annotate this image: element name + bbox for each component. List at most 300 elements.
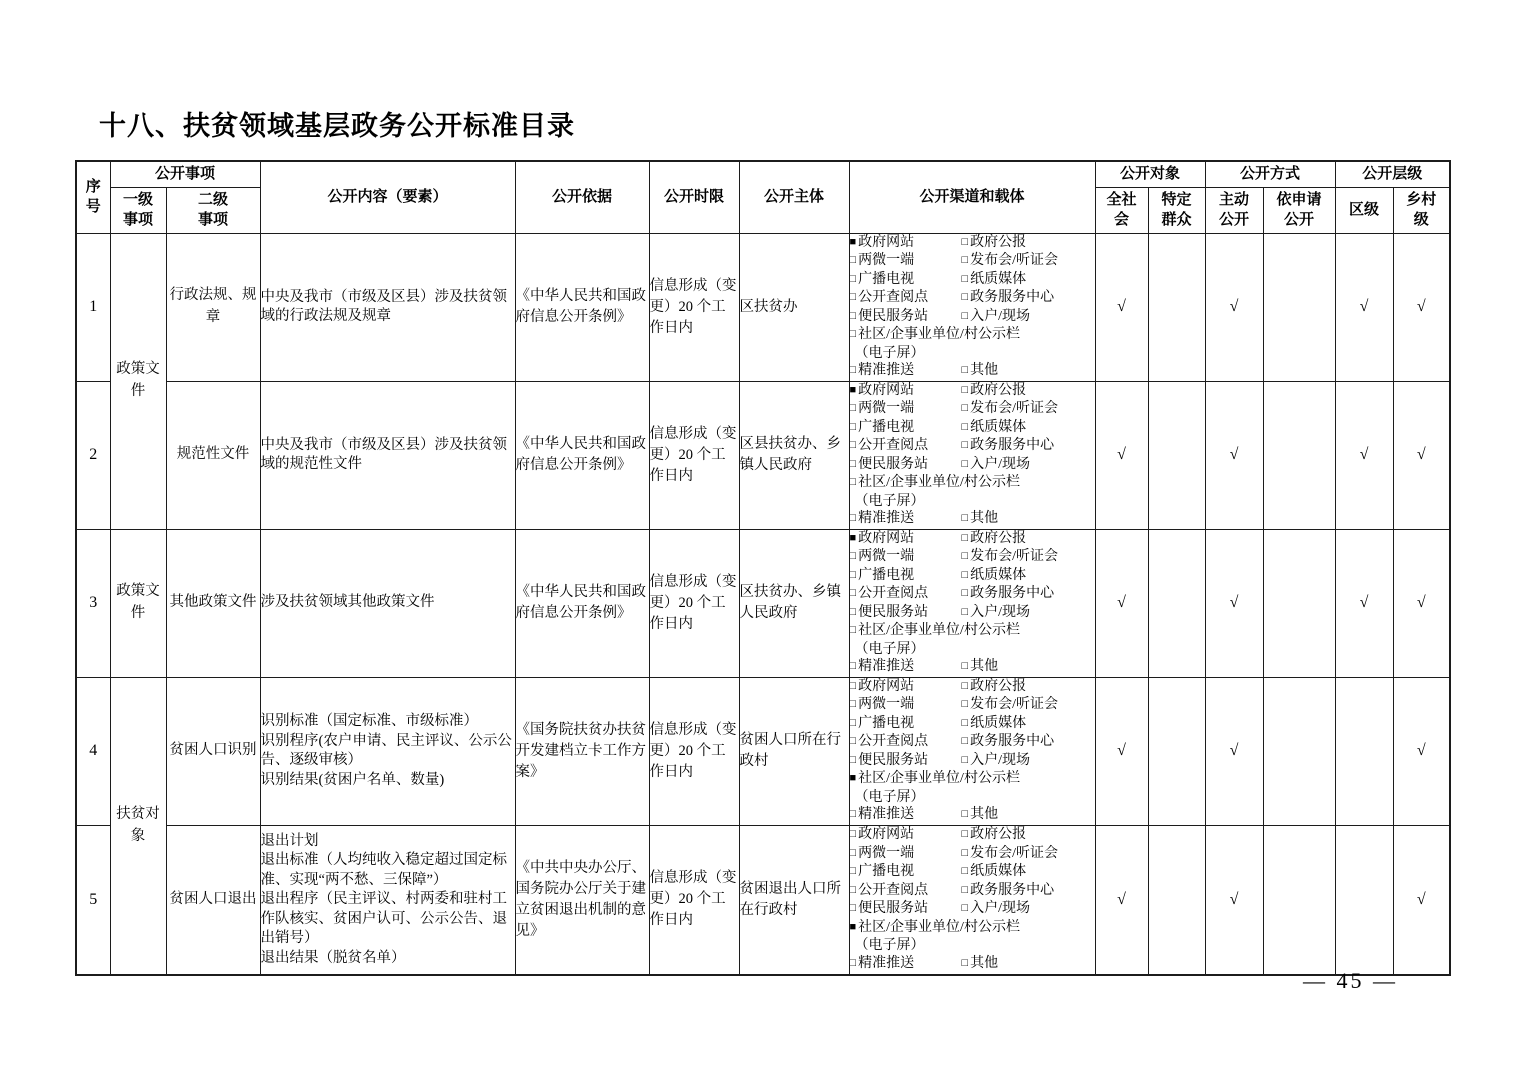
content-line: 识别标准（国定标准、市级标准） (260, 713, 479, 729)
channel-item (850, 604, 962, 623)
mark-active-disclosure-cell: √ (1205, 825, 1263, 975)
channel-line (850, 419, 1095, 438)
channel-item (850, 585, 962, 604)
channel-line (850, 622, 1095, 641)
checkbox-unchecked-icon: □ (849, 660, 857, 672)
channel-label: 社区/企事业单位/村公示栏 (858, 919, 1020, 935)
channel-label: 公开查阅点 (858, 882, 929, 898)
seq-cell: 4 (76, 677, 110, 825)
mark-by-request-cell (1263, 529, 1335, 677)
channel-label: （电子屏） (854, 938, 925, 954)
checkbox-unchecked-icon: □ (849, 902, 857, 915)
header-method-active (1205, 187, 1263, 233)
mark-specific-group-cell (1148, 529, 1205, 677)
header-level-village (1393, 187, 1450, 233)
channel-item (850, 456, 962, 475)
header-audience-specific-label: 特定群众 (1161, 191, 1192, 228)
channel-item (962, 362, 999, 381)
header-level1-label: 一级事项 (122, 191, 153, 228)
checkbox-unchecked-icon: □ (961, 698, 969, 710)
header-method-group: 公开方式 (1205, 161, 1335, 187)
checkbox-unchecked-icon: □ (961, 309, 969, 322)
checkbox-checked-icon: ■ (849, 531, 857, 544)
checkbox-unchecked-icon: □ (849, 883, 857, 896)
checkbox-unchecked-icon: □ (961, 956, 969, 969)
channel-item (962, 696, 1059, 715)
level1-item-cell: 扶贫对象 (110, 677, 166, 975)
channel-item (850, 863, 962, 882)
channel-item (962, 456, 1031, 475)
channel-label: 政务服务中心 (970, 438, 1055, 453)
checkbox-unchecked-icon: □ (961, 828, 969, 841)
basis-cell: 《国务院扶贫办扶贫开发建档立卡工作方案》 (515, 677, 649, 825)
checkbox-checked-icon: ■ (849, 383, 857, 396)
checkbox-unchecked-icon: □ (961, 865, 969, 878)
header-method-request-label: 依申请公开 (1276, 191, 1322, 228)
channel-label: 社区/企事业单位/村公示栏 (858, 623, 1020, 638)
checkbox-unchecked-icon: □ (849, 679, 857, 692)
channel-item (962, 400, 1059, 419)
channel-item (850, 474, 1020, 493)
level1-item-cell: 政策文件 (110, 233, 166, 529)
channel-label: 政府网站 (858, 234, 915, 250)
channel-label: 其他 (970, 955, 999, 971)
channel-line (850, 345, 1095, 363)
mark-district-level-cell: √ (1335, 381, 1393, 529)
channel-label: 公开查阅点 (858, 734, 929, 749)
time-limit-cell: 信息形成（变更）20 个工作日内 (649, 677, 739, 825)
table-row (76, 233, 1450, 381)
content-line: 退出标准（人均纯收入稳定超过国定标准、实现“两不愁、三保障”） (260, 852, 508, 888)
time-limit-cell: 信息形成（变更）20 个工作日内 (649, 233, 739, 381)
channel-item (850, 530, 962, 549)
channel-label: 发布会/听证会 (970, 549, 1059, 564)
channel-item (850, 715, 962, 734)
content-line: 识别结果(贫困户名单、数量) (260, 771, 445, 788)
channel-line (850, 806, 1095, 825)
mark-all-society-cell: √ (1095, 677, 1148, 825)
basis-cell: 《中华人民共和国政府信息公开条例》 (515, 529, 649, 677)
channel-label: 两微一端 (858, 697, 915, 712)
channel-item (962, 252, 1059, 271)
checkbox-unchecked-icon: □ (961, 235, 969, 248)
table-row (76, 381, 1450, 529)
channel-label: 入户/现场 (970, 752, 1031, 768)
checkbox-unchecked-icon: □ (961, 291, 969, 303)
header-seq-label: 序号 (85, 178, 101, 216)
mark-specific-group-cell (1148, 677, 1205, 825)
channel-line (850, 845, 1095, 864)
channel-line (850, 585, 1095, 604)
content-line: 识别程序(农户申请、民主评议、公示公告、逐级审核） (260, 732, 512, 768)
channel-item (962, 733, 1055, 752)
channel-line (850, 826, 1095, 845)
content-line: 退出计划 (260, 832, 319, 849)
channel-line (850, 770, 1095, 789)
level2-item-cell: 贫困人口识别 (166, 677, 260, 825)
channel-item (850, 362, 962, 381)
channel-line (850, 715, 1095, 734)
checkbox-unchecked-icon: □ (849, 716, 857, 729)
checkbox-unchecked-icon: □ (849, 735, 857, 747)
checkbox-unchecked-icon: □ (961, 716, 969, 729)
channel-line (850, 400, 1095, 419)
channel-label: 政府网站 (858, 530, 915, 546)
channel-item (850, 678, 962, 697)
checkbox-unchecked-icon: □ (849, 512, 857, 524)
channel-label: （电子屏） (854, 641, 925, 657)
channel-label: 政府网站 (858, 382, 915, 398)
mark-by-request-cell (1263, 233, 1335, 381)
checkbox-unchecked-icon: □ (961, 439, 969, 451)
checkbox-unchecked-icon: □ (961, 402, 969, 414)
channel-label: 广播电视 (858, 271, 915, 287)
checkbox-unchecked-icon: □ (849, 605, 857, 618)
channel-item (962, 437, 1055, 456)
channel-label: 两微一端 (858, 401, 915, 416)
channel-item (850, 419, 962, 438)
channel-label: （电子屏） (854, 345, 925, 361)
checkbox-unchecked-icon: □ (849, 587, 857, 599)
channel-line (850, 863, 1095, 882)
channel-label: 政府公报 (970, 382, 1027, 398)
channels-cell (849, 825, 1095, 975)
header-level1 (110, 187, 166, 233)
checkbox-unchecked-icon: □ (961, 512, 969, 524)
channel-item (850, 789, 925, 807)
channel-line (850, 900, 1095, 919)
subject-cell: 区县扶贫办、乡镇人民政府 (739, 381, 849, 529)
checkbox-unchecked-icon: □ (849, 753, 857, 766)
channel-item (850, 510, 962, 529)
seq-cell: 2 (76, 381, 110, 529)
channel-item (962, 658, 999, 677)
checkbox-unchecked-icon: □ (961, 587, 969, 599)
channel-line (850, 548, 1095, 567)
channel-label: 政务服务中心 (970, 882, 1055, 898)
channel-item (850, 806, 962, 825)
channel-label: 两微一端 (858, 549, 915, 564)
channel-label: 政府网站 (858, 827, 915, 843)
mark-district-level-cell: √ (1335, 529, 1393, 677)
content-line: 退出程序（民主评议、村两委和驻村工作队核实、贫困户认可、公示公告、退出销号） (260, 891, 508, 946)
header-level2-label: 二级事项 (197, 191, 228, 228)
channel-label: 广播电视 (858, 864, 915, 880)
channel-item (962, 845, 1059, 864)
channel-label: 纸质媒体 (970, 419, 1027, 435)
channel-label: 公开查阅点 (858, 586, 929, 601)
channel-item (850, 622, 1020, 641)
checkbox-unchecked-icon: □ (961, 605, 969, 618)
channel-item (962, 806, 999, 825)
mark-specific-group-cell (1148, 233, 1205, 381)
channel-label: 政务服务中心 (970, 290, 1055, 305)
checkbox-unchecked-icon: □ (849, 828, 857, 841)
mark-by-request-cell (1263, 825, 1335, 975)
channel-line (850, 382, 1095, 401)
level2-item-cell: 行政法规、规章 (166, 233, 260, 381)
channel-item (962, 678, 1027, 697)
seq-cell: 5 (76, 825, 110, 975)
checkbox-unchecked-icon: □ (961, 254, 969, 266)
channel-item (850, 641, 925, 659)
mark-village-level-cell: √ (1393, 381, 1450, 529)
checkbox-checked-icon: ■ (849, 772, 857, 784)
channel-label: 入户/现场 (970, 308, 1031, 324)
subject-cell: 贫困人口所在行政村 (739, 677, 849, 825)
checkbox-unchecked-icon: □ (961, 550, 969, 562)
channel-item (962, 826, 1027, 845)
channel-item (850, 826, 962, 845)
header-subject: 公开主体 (739, 161, 849, 233)
checkbox-unchecked-icon: □ (961, 457, 969, 470)
channel-item (850, 345, 925, 363)
channel-line (850, 937, 1095, 955)
channel-line (850, 733, 1095, 752)
channel-line (850, 919, 1095, 938)
disclosure-standards-table (75, 160, 1451, 976)
mark-district-level-cell (1335, 825, 1393, 975)
channel-item (850, 308, 962, 327)
channel-item (850, 919, 1020, 938)
checkbox-unchecked-icon: □ (961, 883, 969, 896)
mark-district-level-cell (1335, 677, 1393, 825)
channels-cell (849, 233, 1095, 381)
header-level-village-label: 乡村级 (1406, 191, 1437, 228)
channel-line (850, 493, 1095, 511)
channel-label: 社区/企事业单位/村公示栏 (858, 327, 1020, 342)
checkbox-unchecked-icon: □ (961, 383, 969, 396)
channel-line (850, 604, 1095, 623)
checkbox-unchecked-icon: □ (961, 679, 969, 692)
checkbox-unchecked-icon: □ (961, 735, 969, 747)
header-seq (76, 161, 110, 233)
header-matter-group: 公开事项 (110, 161, 260, 187)
mark-all-society-cell: √ (1095, 825, 1148, 975)
channel-label: 广播电视 (858, 715, 915, 731)
checkbox-unchecked-icon: □ (849, 272, 857, 285)
channel-item (850, 658, 962, 677)
channel-label: 发布会/听证会 (970, 697, 1059, 712)
channel-label: 政府网站 (858, 678, 915, 694)
channel-label: 便民服务站 (858, 604, 929, 620)
channel-label: 精准推送 (858, 363, 915, 378)
channel-line (850, 289, 1095, 308)
checkbox-unchecked-icon: □ (961, 846, 969, 859)
basis-cell: 《中华人民共和国政府信息公开条例》 (515, 233, 649, 381)
table-header (76, 161, 1450, 233)
channel-line (850, 437, 1095, 456)
channel-line (850, 955, 1095, 974)
header-level-district: 区级 (1335, 187, 1393, 233)
channel-line (850, 510, 1095, 529)
subject-cell: 贫困退出人口所在行政村 (739, 825, 849, 975)
channel-item (962, 715, 1027, 734)
channel-item (850, 752, 962, 771)
checkbox-unchecked-icon: □ (849, 476, 857, 488)
channel-label: 精准推送 (858, 955, 915, 971)
channel-label: 便民服务站 (858, 308, 929, 324)
channel-label: 公开查阅点 (858, 290, 929, 305)
content-cell (260, 233, 515, 381)
header-level2 (166, 187, 260, 233)
level2-item-cell: 其他政策文件 (166, 529, 260, 677)
channel-item (962, 752, 1031, 771)
channel-line (850, 789, 1095, 807)
channel-item (850, 271, 962, 290)
channel-line (850, 658, 1095, 677)
channel-line (850, 474, 1095, 493)
channel-label: （电子屏） (854, 789, 925, 805)
table-row (76, 677, 1450, 825)
channel-item (850, 493, 925, 511)
checkbox-unchecked-icon: □ (961, 531, 969, 544)
content-cell (260, 825, 515, 975)
channel-label: 广播电视 (858, 419, 915, 435)
channel-label: 公开查阅点 (858, 438, 929, 453)
channel-item (962, 510, 999, 529)
channel-item (850, 696, 962, 715)
checkbox-unchecked-icon: □ (961, 660, 969, 672)
level2-item-cell: 贫困人口退出 (166, 825, 260, 975)
channel-label: 政府公报 (970, 678, 1027, 694)
channel-item (850, 845, 962, 864)
checkbox-checked-icon: ■ (849, 235, 857, 248)
channel-label: 政务服务中心 (970, 734, 1055, 749)
channel-label: 社区/企事业单位/村公示栏 (858, 771, 1020, 786)
channel-label: 发布会/听证会 (970, 253, 1059, 268)
content-cell (260, 381, 515, 529)
header-basis: 公开依据 (515, 161, 649, 233)
header-channels: 公开渠道和载体 (849, 161, 1095, 233)
page-title: 十八、扶贫领域基层政务公开标准目录 (99, 111, 575, 141)
channel-label: 入户/现场 (970, 901, 1031, 917)
checkbox-unchecked-icon: □ (849, 698, 857, 710)
mark-district-level-cell: √ (1335, 233, 1393, 381)
checkbox-unchecked-icon: □ (849, 420, 857, 433)
checkbox-unchecked-icon: □ (849, 865, 857, 878)
channel-item (962, 530, 1027, 549)
checkbox-unchecked-icon: □ (961, 568, 969, 581)
mark-active-disclosure-cell: √ (1205, 677, 1263, 825)
channel-line (850, 696, 1095, 715)
channel-line (850, 308, 1095, 327)
level2-item-cell: 规范性文件 (166, 381, 260, 529)
checkbox-unchecked-icon: □ (849, 568, 857, 581)
channel-label: 其他 (970, 659, 999, 674)
checkbox-unchecked-icon: □ (961, 420, 969, 433)
channel-item (962, 271, 1027, 290)
content-line: 中央及我市（市级及区县）涉及扶贫领域的行政法规及规章 (260, 288, 508, 324)
header-method-request (1263, 187, 1335, 233)
header-content: 公开内容（要素） (260, 161, 515, 233)
header-time-limit: 公开时限 (649, 161, 739, 233)
header-level-group: 公开层级 (1335, 161, 1450, 187)
channel-line (850, 456, 1095, 475)
channel-line (850, 271, 1095, 290)
channel-label: 纸质媒体 (970, 271, 1027, 287)
content-line: 退出结果（脱贫名单） (260, 949, 406, 966)
mark-by-request-cell (1263, 677, 1335, 825)
channel-label: 政府公报 (970, 530, 1027, 546)
checkbox-unchecked-icon: □ (961, 272, 969, 285)
channel-item (850, 937, 925, 955)
page-number: — 45 — (1303, 968, 1398, 993)
channel-line (850, 362, 1095, 381)
channel-label: 纸质媒体 (970, 864, 1027, 880)
mark-specific-group-cell (1148, 825, 1205, 975)
checkbox-unchecked-icon: □ (849, 364, 857, 376)
time-limit-cell: 信息形成（变更）20 个工作日内 (649, 529, 739, 677)
mark-village-level-cell: √ (1393, 825, 1450, 975)
content-line: 涉及扶贫领域其他政策文件 (260, 594, 435, 611)
channel-item (962, 382, 1027, 401)
channel-item (850, 770, 1020, 789)
checkbox-unchecked-icon: □ (849, 846, 857, 859)
header-audience-all-label: 全社会 (1106, 191, 1137, 228)
channel-label: 政府公报 (970, 234, 1027, 250)
channel-label: 入户/现场 (970, 456, 1031, 472)
channel-item (850, 567, 962, 586)
checkbox-unchecked-icon: □ (849, 328, 857, 340)
channel-item (962, 604, 1031, 623)
channel-item (850, 437, 962, 456)
checkbox-unchecked-icon: □ (849, 624, 857, 636)
channel-item (962, 419, 1027, 438)
content-cell (260, 677, 515, 825)
channel-label: 发布会/听证会 (970, 845, 1059, 861)
channel-item (962, 863, 1027, 882)
channel-item (850, 882, 962, 901)
channel-label: 两微一端 (858, 845, 915, 861)
basis-cell: 《中共中央办公厅、国务院办公厅关于建立贫困退出机制的意见》 (515, 825, 649, 975)
content-cell (260, 529, 515, 677)
channel-item (850, 900, 962, 919)
channel-item (962, 900, 1031, 919)
header-audience-all (1095, 187, 1148, 233)
channel-label: （电子屏） (854, 493, 925, 509)
mark-all-society-cell: √ (1095, 381, 1148, 529)
channel-label: 其他 (970, 363, 999, 378)
header-audience-specific (1148, 187, 1205, 233)
channel-item (850, 289, 962, 308)
channels-cell (849, 529, 1095, 677)
channel-label: 精准推送 (858, 511, 915, 526)
channel-item (850, 733, 962, 752)
channel-item (850, 955, 962, 974)
checkbox-unchecked-icon: □ (849, 254, 857, 266)
content-line: 中央及我市（市级及区县）涉及扶贫领域的规范性文件 (260, 436, 508, 472)
channel-label: 其他 (970, 807, 999, 822)
channel-item (962, 567, 1027, 586)
channel-item (850, 382, 962, 401)
channel-line (850, 326, 1095, 345)
channel-item (850, 400, 962, 419)
checkbox-unchecked-icon: □ (961, 753, 969, 766)
channel-line (850, 641, 1095, 659)
mark-active-disclosure-cell: √ (1205, 529, 1263, 677)
channel-label: 发布会/听证会 (970, 401, 1059, 416)
checkbox-unchecked-icon: □ (849, 457, 857, 470)
channel-label: 广播电视 (858, 567, 915, 583)
mark-village-level-cell: √ (1393, 233, 1450, 381)
channel-label: 纸质媒体 (970, 567, 1027, 583)
table-row (76, 825, 1450, 975)
checkbox-unchecked-icon: □ (849, 550, 857, 562)
mark-active-disclosure-cell: √ (1205, 233, 1263, 381)
checkbox-unchecked-icon: □ (849, 439, 857, 451)
channel-line (850, 252, 1095, 271)
